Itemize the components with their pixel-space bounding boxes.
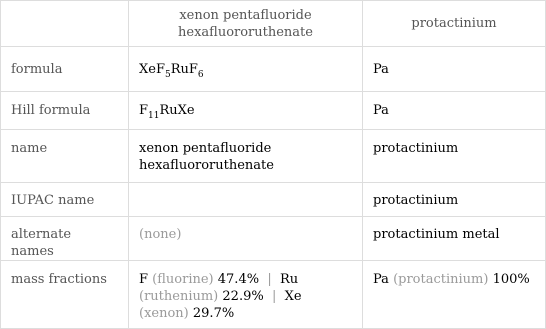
hill-element: Pa: [363, 92, 546, 130]
formula-element: Pa: [363, 47, 546, 92]
table-row-mass: [1, 261, 546, 329]
row-label: alternate names: [1, 217, 129, 261]
table-row-hill: [1, 92, 546, 130]
name-compound: xenon pentafluoride hexafluororuthenate: [129, 130, 363, 183]
alt-element: protactinium metal: [363, 217, 546, 261]
row-label: mass fractions: [1, 261, 129, 329]
table-row-alternate: [1, 217, 546, 261]
iupac-compound: [129, 183, 363, 217]
row-label: IUPAC name: [1, 183, 129, 217]
mass-compound: F (fluorine) 47.4% | Ru (ruthenium) 22.9% | Xe (xenon) 29.7%: [129, 261, 363, 329]
table-row-iupac: [1, 183, 546, 217]
header-empty-cell: [1, 1, 129, 47]
row-label: formula: [1, 47, 129, 92]
name-element: protactinium: [363, 130, 546, 183]
table-row-formula: [1, 47, 546, 92]
table-row-name: [1, 130, 546, 183]
formula-compound: XeF$_5$RuF$_6$: [129, 47, 363, 92]
iupac-element: protactinium: [363, 183, 546, 217]
row-label: Hill formula: [1, 92, 129, 130]
header-element: protactinium: [363, 1, 546, 47]
hill-compound: $F_{11}RuXe$: [129, 92, 363, 130]
mass-element: Pa (protactinium) 100%: [363, 261, 546, 329]
row-label: name: [1, 130, 129, 183]
alt-compound: (none): [129, 217, 363, 261]
header-row: [1, 1, 546, 47]
header-compound: xenon pentafluoride hexafluororuthenate: [129, 1, 363, 47]
